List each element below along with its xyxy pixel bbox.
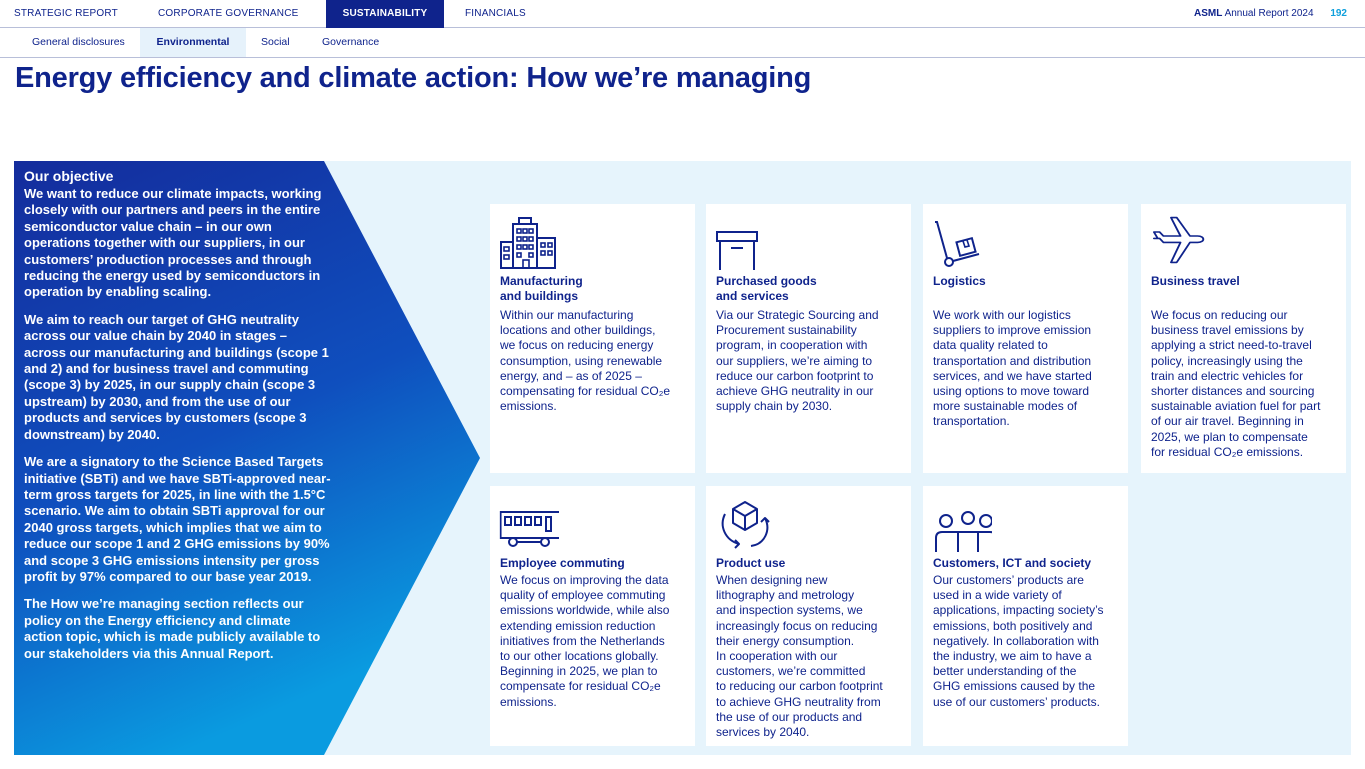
card-title-line: and services — [716, 289, 789, 304]
card-body — [500, 573, 690, 710]
card-body-line: to our other locations globally. — [500, 649, 659, 664]
card-employee-commuting — [490, 486, 695, 746]
card-body-line: of our air travel. Beginning in — [1151, 414, 1304, 429]
tab-strategic-report[interactable]: STRATEGIC REPORT — [14, 8, 118, 19]
card-body-line: train and electric vehicles for — [1151, 368, 1304, 383]
card-body-line: better understanding of the — [933, 664, 1077, 679]
subtab-social[interactable]: Social — [261, 36, 290, 48]
card-body-line: supply chain by 2030. — [716, 399, 833, 414]
card-body-line: reduce our carbon footprint to — [716, 368, 874, 383]
card-body-line: Our customers’ products are — [933, 573, 1084, 587]
bus-icon — [499, 494, 559, 552]
card-customers-ict-and-society — [923, 486, 1128, 746]
card-body-line: We focus on reducing our — [1151, 308, 1288, 322]
card-body-line: the industry, we aim to have a — [933, 649, 1092, 664]
card-body-line: Beginning in 2025, we plan to — [500, 664, 658, 679]
card-body-line: emissions. — [500, 694, 557, 709]
card-body-line: shorter distances and sourcing — [1151, 384, 1315, 399]
sub-navigation — [0, 28, 1365, 58]
card-title-line: and buildings — [500, 289, 578, 304]
card-body-line: emissions. — [500, 399, 557, 414]
card-body-line: services, and we have started — [933, 368, 1092, 383]
card-body — [500, 308, 690, 414]
airplane-icon — [1150, 212, 1210, 270]
hand-truck-icon — [932, 212, 992, 270]
tab-corporate-governance[interactable]: CORPORATE GOVERNANCE — [158, 8, 299, 19]
card-body — [933, 573, 1123, 710]
card-body-line: services by 2040. — [716, 725, 810, 740]
card-body-line: using options to move toward — [933, 384, 1090, 399]
card-body-line: 2025, we plan to compensate — [1151, 429, 1308, 444]
card-body-line: use of our customers’ products. — [933, 694, 1100, 709]
card-body-line: emissions worldwide, while also — [500, 603, 670, 618]
subtab-governance[interactable]: Governance — [322, 36, 380, 48]
card-body-line: lithography and metrology — [716, 588, 855, 603]
card-product-use — [706, 486, 911, 746]
objective-section — [24, 168, 332, 673]
card-body-line: consumption, using renewable — [500, 353, 663, 368]
card-body-line: Within our manufacturing — [500, 308, 634, 322]
subtab-environmental[interactable]: Environmental — [140, 28, 246, 57]
card-body-line: initiatives from the Netherlands — [500, 633, 665, 648]
card-body-line: increasingly focus on reducing — [716, 618, 878, 633]
card-title — [1151, 274, 1341, 289]
card-body-line: and inspection systems, we — [716, 603, 863, 618]
card-title-line: Product use — [716, 556, 786, 570]
card-manufacturing-and-buildings — [490, 204, 695, 473]
page-title: Energy efficiency and climate action: How we’re managing — [15, 62, 812, 94]
brand-name: ASML — [1193, 8, 1223, 19]
box-icon — [715, 212, 775, 270]
card-body-line: transportation and distribution — [933, 353, 1092, 368]
card-body-line: quality of employee commuting — [500, 588, 666, 603]
report-name: Annual Report 2024 — [1224, 8, 1314, 19]
card-body-line: GHG emissions caused by the — [933, 679, 1096, 694]
card-purchased-goods-and-services — [706, 204, 911, 473]
card-body-line: compensate for residual CO₂e — [500, 679, 661, 694]
card-body-line: for residual CO₂e emissions. — [1151, 444, 1304, 459]
card-title — [500, 274, 690, 304]
card-logistics — [923, 204, 1128, 473]
tab-financials[interactable]: FINANCIALS — [465, 8, 526, 19]
card-body-line: achieve GHG neutrality in our — [716, 384, 874, 399]
card-title-line: Purchased goods — [716, 274, 817, 288]
card-body — [933, 308, 1123, 430]
card-body-line: to reducing our carbon footprint — [716, 679, 883, 694]
card-body-line: In cooperation with our — [716, 649, 838, 664]
card-body — [716, 308, 906, 414]
card-body-line: compensating for residual CO₂e — [500, 384, 671, 399]
card-body-line: we focus on reducing energy — [500, 338, 654, 353]
people-icon — [932, 494, 992, 552]
card-body-line: Via our Strategic Sourcing and — [716, 308, 879, 322]
tab-sustainability[interactable]: SUSTAINABILITY — [326, 0, 444, 28]
card-body-line: When designing new — [716, 573, 828, 587]
card-body-line: We work with our logistics — [933, 308, 1071, 322]
objective-paragraph-1: We want to reduce our climate impacts, working closely with our partners and peers in the entire semiconductor value chain – in our own operations together with our suppliers, in our customers’ production processes and through reducing the energy used by semiconductors in operation by enabling scaling. — [24, 186, 322, 300]
card-body-line: applying a strict need-to-travel — [1151, 338, 1312, 353]
card-body-line: used in a wide variety of — [933, 588, 1062, 603]
card-body-line: their energy consumption. — [716, 633, 855, 648]
objective-paragraph-3: We are a signatory to the Science Based Targets initiative (SBTi) and we have SBTi-approved near-term gross targets for 2025, in line with the 1.5°C scenario. We aim to obtain SBTi approval for our 2040 gross targets, which implies that we aim to reduce our scope 1 and 2 GHG emissions by 90% and scope 3 GHG emissions intensity per gross profit by 97% compared to our base year 2019. — [24, 454, 331, 584]
card-title — [933, 556, 1123, 571]
top-navigation — [0, 0, 1365, 28]
report-header — [1194, 0, 1347, 28]
objective-paragraph-4: The How we’re managing section reflects our policy on the Energy efficiency and climate action topic, which is made publicly available to our stakeholders via this Annual Report. — [24, 596, 321, 661]
card-body-line: data quality related to — [933, 338, 1048, 353]
card-body-line: our suppliers, we’re aiming to — [716, 353, 873, 368]
card-title-line: Customers, ICT and society — [933, 556, 1092, 570]
card-body-line: more sustainable modes of — [933, 399, 1078, 414]
card-body-line: emissions, both positively and — [933, 618, 1093, 633]
subtab-general-disclosures[interactable]: General disclosures — [32, 36, 125, 48]
page-number: 192 — [1330, 8, 1347, 19]
card-body-line: to achieve GHG neutrality from — [716, 694, 881, 709]
card-body — [1151, 308, 1341, 460]
card-body-line: locations and other buildings, — [500, 323, 656, 338]
card-title — [933, 274, 1123, 289]
card-body-line: applications, impacting society’s — [933, 603, 1104, 618]
card-body-line: the use of our products and — [716, 709, 863, 724]
card-title — [500, 556, 690, 571]
objective-heading: Our objective — [24, 168, 114, 184]
card-title-line: Logistics — [933, 274, 986, 288]
card-body-line: policy, increasingly using the — [1151, 353, 1303, 368]
product-cycle-icon — [715, 494, 775, 552]
card-title — [716, 556, 906, 571]
card-title-line: Manufacturing — [500, 274, 583, 288]
card-body-line: customers, we’re committed — [716, 664, 866, 679]
card-body-line: sustainable aviation fuel for part — [1151, 399, 1321, 414]
card-business-travel — [1141, 204, 1346, 473]
card-title-line: Business travel — [1151, 274, 1240, 288]
card-body-line: program, in cooperation with — [716, 338, 868, 353]
objective-paragraph-2: We aim to reach our target of GHG neutrality across our value chain by 2040 in stages – across our manufacturing and buildings (scope 1 and 2) and for business travel and commuting (scope 3) by 2025, in our supply chain (scope 3 upstream) by 2030, and from the use of our products and services by customers (scope 3 downstream) by 2040. — [24, 311, 329, 442]
card-body-line: energy, and – as of 2025 – — [500, 368, 642, 383]
card-body-line: We focus on improving the data — [500, 573, 669, 587]
card-title — [716, 274, 906, 304]
card-body-line: extending emission reduction — [500, 618, 656, 633]
card-body-line: suppliers to improve emission — [933, 323, 1092, 338]
card-body — [716, 573, 906, 740]
card-body-line: Procurement sustainability — [716, 323, 857, 338]
card-body-line: business travel emissions by — [1151, 323, 1304, 338]
card-title-line: Employee commuting — [500, 556, 625, 570]
building-icon — [499, 212, 559, 270]
card-body-line: transportation. — [933, 414, 1010, 429]
card-body-line: negatively. In collaboration with — [933, 633, 1099, 648]
